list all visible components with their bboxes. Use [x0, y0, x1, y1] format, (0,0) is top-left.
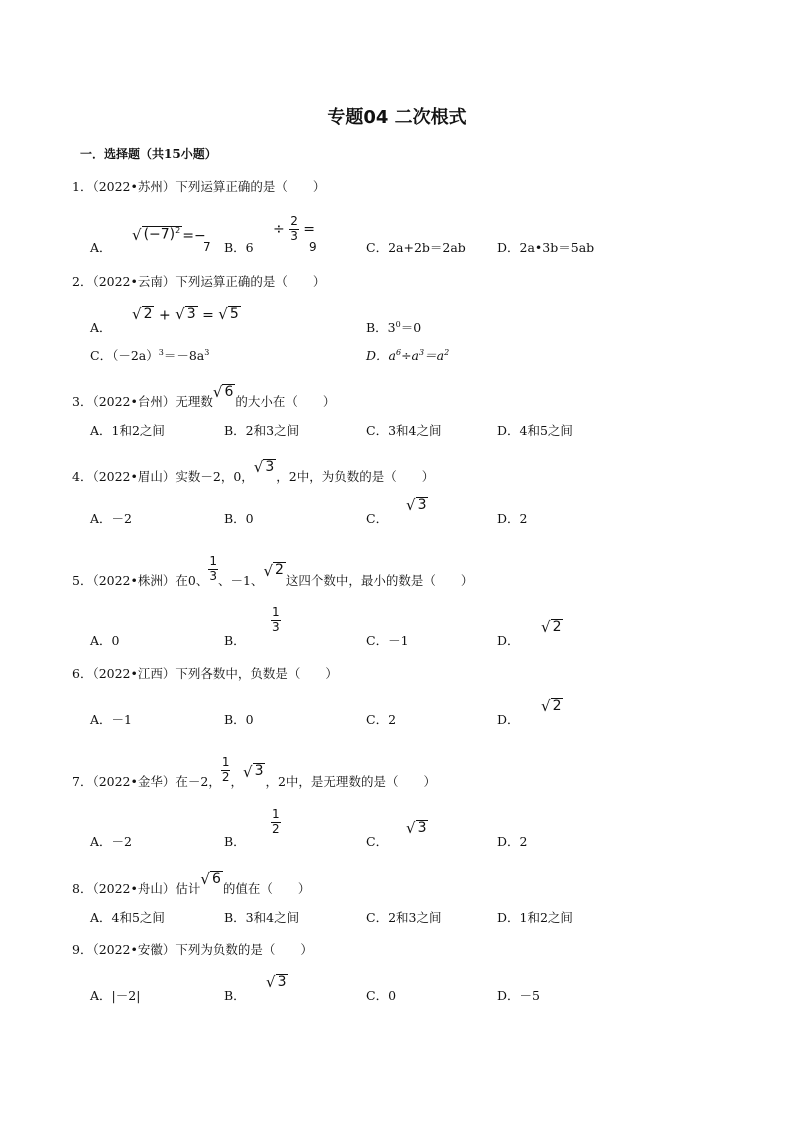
question-9-stem: 9．（2022•安徽）下列为负数的是（ ）: [72, 942, 313, 957]
question-6-stem: 6．（2022•江西）下列各数中，负数是（ ）: [72, 666, 338, 681]
question-4-stem: 4．（2022•眉山）实数－2，0， √ 3 ，2中，为负数的是（ ）: [72, 458, 435, 484]
q9-option-b-radical: √ 3: [266, 973, 287, 992]
q8-option-b: B．3和4之间: [224, 910, 300, 925]
q1-option-d: D．2a•3b＝5ab: [497, 240, 595, 255]
q9-option-b-label: B．: [224, 988, 246, 1003]
q1-option-c: C．2a+2b＝2ab: [366, 240, 466, 255]
q4-option-b: B．0: [224, 511, 254, 526]
q2-option-c: C．$(-2a)^3=-8a^3$: [90, 347, 210, 363]
q3-option-d: D．4和5之间: [497, 423, 573, 438]
q9-option-d: D．－5: [497, 988, 540, 1003]
q6-option-d-label: D．: [497, 712, 520, 727]
q4-option-d: D．2: [497, 511, 528, 526]
q7-option-d: D．2: [497, 834, 528, 849]
q6-option-b: B．0: [224, 712, 254, 727]
q1-option-a-value: 7: [203, 240, 211, 254]
page-title: 专题04 二次根式: [327, 107, 467, 128]
q4-option-a: A．－2: [90, 511, 132, 526]
q1-option-b-value: 9: [309, 240, 317, 254]
q5-option-d-label: D．: [497, 633, 520, 648]
q5-option-b-fraction: $\frac{1}{3}$: [272, 605, 280, 634]
q9-option-c: C．0: [366, 988, 397, 1003]
q5-option-c: C．－1: [366, 633, 409, 648]
question-7-stem: 7．（2022•金华）在－2， $\frac{1}{2}$ ， √ 3 ，2中，是无理数的是（ ）: [72, 755, 436, 789]
q4-option-c-label: C．: [366, 511, 389, 526]
q7-option-c-label: C．: [366, 834, 389, 849]
q5-option-a: A．0: [90, 633, 120, 648]
q3-option-a: A．1和2之间: [90, 423, 165, 438]
q2-option-d: D．$a^6\div a^3=a^2$: [366, 347, 450, 363]
q9-option-a: A．|－2|: [90, 988, 141, 1003]
q6-option-d-radical: √ 2: [541, 697, 562, 716]
q5-option-d-radical: √ 2: [541, 618, 562, 637]
q2-option-b: B．$3^0=0$: [366, 319, 422, 335]
question-1-stem: 1．（2022•苏州）下列运算正确的是（ ）: [72, 179, 326, 194]
q7-option-a: A．－2: [90, 834, 132, 849]
q8-option-c: C．2和3之间: [366, 910, 442, 925]
q6-option-a: A．－1: [90, 712, 132, 727]
q1-option-b-label: B．6: [224, 240, 254, 255]
q1-option-b-formula: ÷ $\frac{2}{3}$ =: [273, 214, 316, 243]
q3-option-c: C．3和4之间: [366, 423, 442, 438]
q2-option-a-formula: √ 2 + √ 3 = √ 5: [132, 305, 239, 324]
q7-option-b-fraction: $\frac{1}{2}$: [272, 807, 280, 836]
section-heading: 一．选择题（共15小题）: [80, 147, 217, 161]
question-5-stem: 5．（2022•株洲）在0、 $\frac{1}{3}$ 、－1、 √ 2 这四个数中，最小的数是（ ）: [72, 554, 474, 588]
q7-option-b-label: B．: [224, 834, 246, 849]
question-2-stem: 2．（2022•云南）下列运算正确的是（ ）: [72, 274, 326, 289]
question-3-stem: 3．（2022•台州）无理数 √ 6 的大小在（ ）: [72, 383, 336, 409]
q6-option-c: C．2: [366, 712, 397, 727]
q2-option-a-label: A．: [90, 320, 112, 335]
q3-option-b: B．2和3之间: [224, 423, 300, 438]
q8-option-d: D．1和2之间: [497, 910, 573, 925]
q4-option-c-radical: √ 3: [406, 496, 427, 515]
q7-option-c-radical: √ 3: [406, 819, 427, 838]
q8-option-a: A．4和5之间: [90, 910, 165, 925]
question-8-stem: 8．（2022•舟山）估计 √ 6 的值在（ ）: [72, 870, 311, 896]
q1-option-a-formula: √ $(-7)^2$ =−: [132, 226, 206, 245]
q5-option-b-label: B．: [224, 633, 246, 648]
q1-option-a-label: A．: [90, 240, 112, 255]
